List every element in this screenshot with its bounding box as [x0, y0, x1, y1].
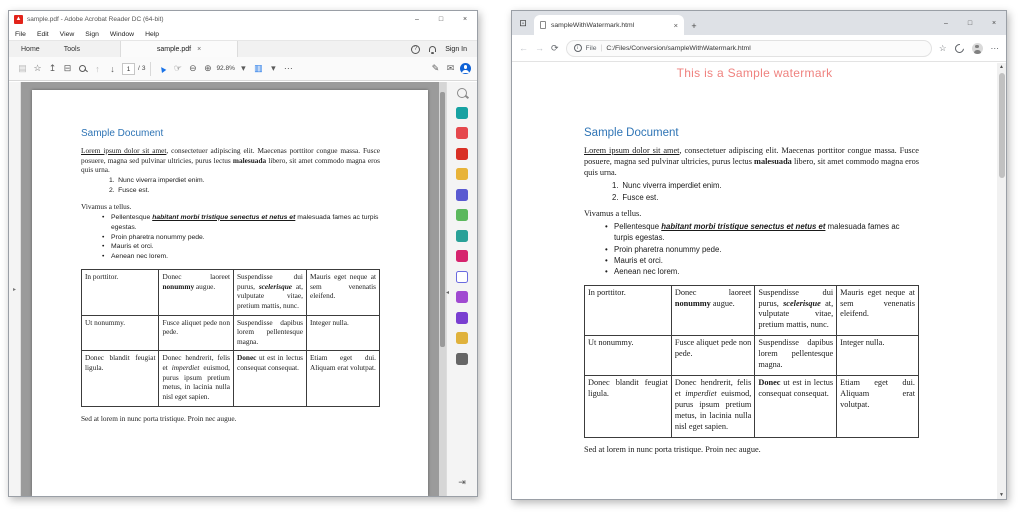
- previous-page-icon[interactable]: ↑: [95, 63, 100, 74]
- next-page-icon[interactable]: ↓: [110, 63, 115, 74]
- table-cell: In porttitor.: [585, 285, 672, 336]
- collections-icon[interactable]: [953, 42, 966, 55]
- scrollbar-thumb[interactable]: [440, 92, 445, 347]
- zoom-in-icon[interactable]: ⊕: [204, 63, 212, 73]
- menu-window[interactable]: Window: [109, 30, 135, 38]
- list-item: • Pellentesque habitant morbi tristique senectus et netus et malesuada fames ac turpis egestas.: [102, 213, 380, 233]
- url-scheme-label: File: [585, 44, 597, 52]
- bullet-list: [605, 221, 919, 277]
- paragraph-closing: Sed at lorem in nunc porta tristique. Proin nec augue.: [81, 413, 237, 423]
- table-cell: In porttitor.: [82, 270, 159, 316]
- table-cell: Integer nulla.: [306, 315, 379, 351]
- scroll-down-icon[interactable]: ▼: [999, 492, 1004, 498]
- scrollbar-thumb[interactable]: [999, 73, 1005, 178]
- new-tab-button[interactable]: +: [691, 21, 697, 31]
- tab-tools[interactable]: Tools: [63, 45, 81, 53]
- combine-files-icon[interactable]: [456, 189, 468, 201]
- hand-tool-icon[interactable]: ☞: [173, 63, 182, 73]
- table-cell: Donec ut est in lectus consequat consequat.: [233, 351, 306, 406]
- browser-window: [511, 10, 1007, 500]
- table-cell: Donec hendrerit, felis et imperdiet euismod, purus ipsum pretium metus, in lacinia nulla nisl eget sapien.: [671, 376, 755, 438]
- table-row: [585, 376, 919, 438]
- tab-close-icon[interactable]: ×: [197, 45, 202, 53]
- maximize-button[interactable]: □: [967, 19, 973, 27]
- table-cell: Donec laoreet nonummy augue.: [671, 285, 755, 336]
- document-heading: Sample Document: [81, 128, 164, 139]
- paragraph-vivamus: Vivamus a tellus.: [81, 202, 132, 212]
- list-item: Fusce est.: [622, 192, 659, 202]
- numbered-list: [109, 176, 380, 196]
- scroll-up-icon[interactable]: ▲: [999, 64, 1004, 70]
- table-cell: Donec ut est in lectus consequat consequat.: [755, 376, 837, 438]
- redact-icon[interactable]: [456, 291, 468, 303]
- expand-panel-icon[interactable]: ⇥: [458, 477, 466, 487]
- paragraph-lorem: Lorem ipsum dolor sit amet, consectetuer adipiscing elit. Maecenas porttitor congue massa. Fusce posuere, magna sed pulvinar ultricies, purus lectus malesuada libero, sit amet commodo magna eros quis urna.: [81, 146, 380, 175]
- list-item: • Pellentesque habitant morbi tristique senectus et netus et malesuada fames ac turpis egestas.: [605, 221, 919, 244]
- table-cell: Suspendisse dui purus, scelerisque at, vulputate vitae, pretium mattis, nunc.: [755, 285, 837, 336]
- fit-dropdown-icon[interactable]: ▾: [271, 63, 276, 73]
- list-item: Nunc viverra imperdiet enim.: [622, 180, 722, 190]
- collapse-tools-panel-icon[interactable]: ◂: [446, 290, 450, 296]
- comment-icon[interactable]: [456, 168, 468, 180]
- create-pdf-icon[interactable]: [456, 127, 468, 139]
- window-title: sample.pdf - Adobe Acrobat Reader DC (64-bit): [27, 16, 164, 23]
- tab-document[interactable]: [120, 41, 238, 57]
- protect-icon[interactable]: [456, 271, 468, 283]
- table-cell: Mauris eget neque at sem venenatis eleifend.: [306, 270, 379, 316]
- table-cell: Etiam eget dui. Aliquam erat volutpat.: [837, 376, 919, 438]
- page-count-total: 3: [141, 65, 146, 72]
- find-icon[interactable]: [75, 64, 90, 74]
- tools-panel: [446, 82, 477, 496]
- convert-icon[interactable]: [456, 332, 468, 344]
- table-cell: Suspendisse dapibus lorem pellentesque magna.: [233, 315, 306, 351]
- tab-close-icon[interactable]: ×: [673, 20, 678, 30]
- page-icon: [540, 21, 546, 29]
- account-avatar-icon[interactable]: [460, 63, 471, 74]
- sign-in-button[interactable]: Sign In: [445, 45, 467, 53]
- bullet-list: [102, 213, 380, 262]
- profile-avatar-icon[interactable]: [972, 43, 983, 54]
- menu-help[interactable]: Help: [145, 30, 160, 38]
- pdf-page: [32, 90, 428, 496]
- tab-actions-icon[interactable]: ⊡: [519, 17, 527, 28]
- browser-tab[interactable]: [534, 15, 684, 35]
- help-icon[interactable]: ?: [411, 45, 420, 54]
- table-cell: Donec laoreet nonummy augue.: [159, 270, 234, 316]
- list-item: • Aenean nec lorem.: [102, 252, 380, 262]
- zoom-dropdown-icon[interactable]: ▾: [241, 63, 246, 73]
- more-tools-icon[interactable]: ⋯: [283, 63, 293, 73]
- numbered-list: [612, 180, 919, 203]
- nav-pane-strip[interactable]: [9, 82, 21, 496]
- fit-width-icon[interactable]: ▥: [254, 63, 263, 73]
- zoom-level[interactable]: 92.8%: [216, 65, 235, 72]
- table-cell: Donec hendrerit, felis et imperdiet euismod, purus ipsum pretium metus, in lacinia nulla nisl eget sapien.: [159, 351, 234, 406]
- menu-bar: [9, 28, 477, 41]
- page-number-input[interactable]: 1: [122, 63, 135, 75]
- tab-home[interactable]: Home: [21, 45, 40, 53]
- table-row: [585, 336, 919, 376]
- table-cell: Ut nonummy.: [585, 336, 672, 376]
- certificates-icon[interactable]: [456, 312, 468, 324]
- paragraph-closing: Sed at lorem in nunc porta tristique. Proin nec augue.: [584, 444, 761, 454]
- print-icon[interactable]: ⊟: [63, 63, 72, 73]
- document-table: [584, 285, 919, 438]
- notifications-icon[interactable]: [429, 46, 436, 52]
- table-cell: Suspendisse dui purus, scelerisque at, vulputate vitae, pretium mattis, nunc.: [233, 270, 306, 316]
- pdf-scrollbar[interactable]: [439, 82, 446, 496]
- minimize-button[interactable]: –: [415, 16, 419, 23]
- forward-icon[interactable]: →: [535, 43, 544, 53]
- list-item: • Mauris et orci.: [605, 255, 919, 266]
- browser-tabstrip: [512, 11, 1006, 35]
- list-item: • Aenean nec lorem.: [605, 266, 919, 277]
- table-cell: Fusce aliquet pede non pede.: [671, 336, 755, 376]
- table-cell: Donec blandit feugiat ligula.: [585, 376, 672, 438]
- list-item: • Mauris et orci.: [102, 242, 380, 252]
- browser-scrollbar[interactable]: [997, 63, 1006, 499]
- list-item: • Proin pharetra nonummy pede.: [605, 244, 919, 255]
- fill-sign-icon[interactable]: [456, 250, 468, 262]
- list-item: Nunc viverra imperdiet enim.: [118, 176, 205, 184]
- paragraph-lorem: Lorem ipsum dolor sit amet, consectetuer adipiscing elit. Maecenas porttitor congue massa. Fusce posuere, magna sed pulvinar ultricies, purus lectus malesuada libero, sit amet commodo magna eros quis urna.: [584, 146, 919, 177]
- address-divider: |: [600, 44, 603, 52]
- table-cell: Suspendisse dapibus lorem pellentesque magna.: [755, 336, 837, 376]
- table-cell: Etiam eget dui. Aliquam erat volutpat.: [306, 351, 379, 406]
- pdf-view-area[interactable]: [21, 82, 439, 496]
- table-row: [82, 270, 380, 316]
- acrobat-titlebar[interactable]: [9, 11, 477, 28]
- menu-edit[interactable]: Edit: [36, 30, 49, 38]
- export-pdf-icon[interactable]: [456, 107, 468, 119]
- acrobat-logo-icon: ▲: [15, 16, 22, 22]
- document-heading: Sample Document: [584, 127, 679, 139]
- table-cell: Donec blandit feugiat ligula.: [82, 351, 159, 406]
- compress-pdf-icon[interactable]: [456, 230, 468, 242]
- settings-more-icon[interactable]: ⋯: [990, 42, 999, 53]
- save-file-icon[interactable]: ▤: [18, 63, 27, 73]
- page-info-icon[interactable]: i: [574, 44, 582, 52]
- more-tools-wrench-icon[interactable]: [456, 353, 468, 365]
- html-document: [512, 80, 997, 456]
- browser-toolbar: [512, 35, 1006, 62]
- star-icon[interactable]: ☆: [33, 63, 42, 73]
- tab-document-label: sample.pdf: [156, 45, 192, 53]
- table-row: [82, 315, 380, 351]
- browser-viewport[interactable]: [512, 63, 997, 499]
- acrobat-window: [8, 10, 478, 497]
- table-cell: Ut nonummy.: [82, 315, 159, 351]
- maximize-button[interactable]: □: [438, 16, 444, 23]
- url-text[interactable]: C:/Files/Conversion/sampleWithWatermark.html: [606, 44, 751, 52]
- close-button[interactable]: ×: [462, 16, 468, 23]
- paragraph-vivamus: Vivamus a tellus.: [584, 209, 642, 219]
- table-cell: Fusce aliquet pede non pede.: [159, 315, 234, 351]
- fill-sign-pen-icon[interactable]: ✎: [431, 63, 440, 73]
- back-icon[interactable]: ←: [519, 43, 528, 53]
- share-upload-icon[interactable]: ↥: [48, 63, 57, 73]
- table-row: [82, 351, 380, 406]
- minimize-button[interactable]: –: [944, 19, 948, 27]
- acrobat-tabstrip: [9, 41, 477, 57]
- table-cell: Integer nulla.: [837, 336, 919, 376]
- organize-pages-icon[interactable]: [456, 209, 468, 221]
- expand-nav-pane-icon[interactable]: ▸: [12, 286, 16, 293]
- close-button[interactable]: ×: [991, 19, 997, 27]
- menu-view[interactable]: View: [59, 30, 75, 38]
- menu-file[interactable]: File: [15, 30, 26, 38]
- address-bar[interactable]: [566, 40, 932, 57]
- table-row: [585, 285, 919, 336]
- refresh-icon[interactable]: ⟳: [551, 42, 559, 53]
- list-item: Fusce est.: [118, 187, 150, 195]
- table-cell: Mauris eget neque at sem venenatis eleifend.: [837, 285, 919, 336]
- menu-sign[interactable]: Sign: [85, 30, 99, 38]
- edit-pdf-icon[interactable]: [456, 148, 468, 160]
- browser-tab-title: sampleWithWatermark.html: [551, 21, 635, 29]
- send-mail-icon[interactable]: ✉: [446, 63, 455, 73]
- page-count-separator: /: [138, 65, 140, 72]
- zoom-out-icon[interactable]: ⊖: [189, 63, 197, 73]
- watermark-text: This is a Sample watermark: [676, 66, 833, 80]
- search-icon[interactable]: [457, 88, 467, 98]
- list-item: • Proin pharetra nonummy pede.: [102, 233, 380, 243]
- document-table: [81, 269, 380, 407]
- favorites-star-icon[interactable]: ☆: [938, 42, 947, 53]
- select-tool-icon[interactable]: ▲: [156, 61, 170, 76]
- acrobat-toolbar: [9, 57, 477, 81]
